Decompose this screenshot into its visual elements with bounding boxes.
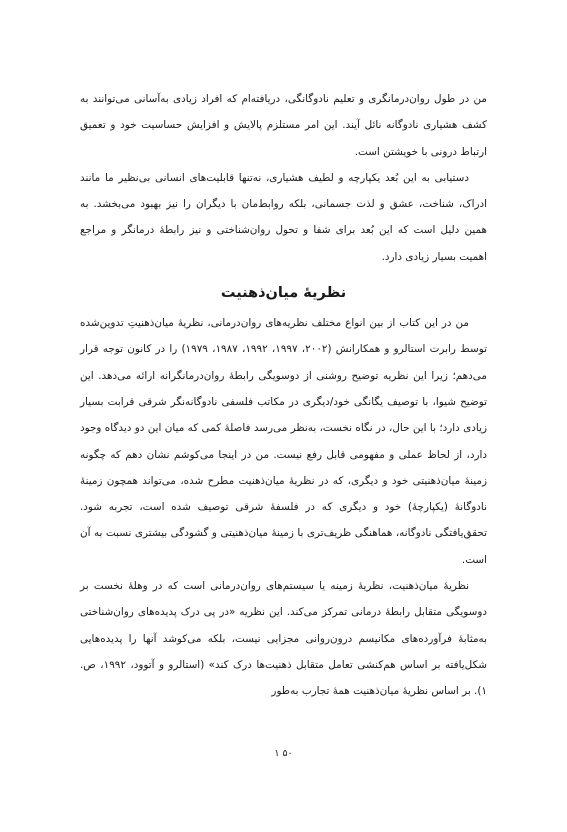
paragraph-intro: من در طول روان‌درمانگری و تعلیم نادوگانگی، دریافته‌ام که افراد زیادی به‌آسانی می‌توانند به کشف هشیاری نادوگانه نائل آیند. این امر مستلزم پالایش و افزایش حساسیت خود و تعمیق ارتباط درونی با خویشتن است. [80,93,487,158]
page-number: ۵۰ ۱ [274,748,293,759]
paragraph-intersubjectivity-theory: نظریهٔ میان‌ذهنیت، نظریهٔ زمینه یا سیستم‌های روان‌درمانی است که در وهلهٔ نخست بر دوسویگی متقابل رابطهٔ درمانی تمرکز می‌کند. این نظریه «در پی درک پدیده‌های روان‌شناختی به‌مثابهٔ فرآورده‌های مکانیسم درون‌روانی مجزایی نیست، بلکه می‌کوشد آنها را پدیده‌هایی شکل‌یافته بر اساس هم‌کنشی تعامل متقابل ذهنیت‌ها درک کند» (استالرو و آتوود، ۱۹۹۲، ص. ۱). بر اساس نظریهٔ میان‌ذهنیت همهٔ تجارب به‌طور [80,580,487,698]
page-body [80,86,487,705]
section-heading: نظریهٔ میان‌ذهنیت [220,285,347,302]
paragraph-nondual-dimension: دستیابی به این بُعد یکپارچه و لطیف هشیاری، نه‌تنها قابلیت‌های انسانی بی‌نظیر ما مانند ادراک، شناخت، عشق و لذت جسمانی، بلکه روابط‌مان با دیگران را نیز بهبود می‌بخشد. به همین دلیل است که این بُعد برای شفا و تحول روان‌شناختی و نیز رابطهٔ درمانگر و مراجع اهمیت بسیار زیادی دارد. [80,171,487,263]
paragraph-intersubjectivity-book: من در این کتاب از بین انواع مختلف نظریه‌های روان‌درمانی، نظریهٔ میان‌ذهنیتِ تدوین‌شده توسط رابرت استالرو و همکارانش (۲۰۰۲، ۱۹۹۷، ۱۹۹۲، ۱۹۸۷، ۱۹۷۹) را در کانون توجه قرار می‌دهم؛ زیرا این نظریه توضیح روشنی از دوسویگی رابطهٔ روان‌درمانگرانه ارائه می‌دهد. این توضیح شیوا، با توصیف یگانگی خود/دیگری در مکاتب فلسفی نادوگانه‌نگر شرقی قرابت بسیار زیادی دارد؛ با این حال، در نگاه نخست، به‌نظر می‌رسد فاصلهٔ کمی که میان این دو دیدگاه وجود دارد، از لحاظ عملی و مفهومی قابل رفع نیست. من در اینجا می‌کوشم نشان دهم که چگونه زمینهٔ میان‌ذهنیتی خود و دیگری، که در نظریهٔ میان‌ذهنیت مطرح شده، می‌تواند همچون زمینهٔ نادوگانهٔ (یکپارچهٔ) خود و دیگری که در فلسفهٔ شرقی توصیف شده است، تجربه شود. تحقق‌یافتگی نادوگانه، هماهنگی ظریف‌تری با زمینهٔ میان‌ذهنیتی و گشودگی بیشتری نسبت به آن است. [80,317,487,566]
